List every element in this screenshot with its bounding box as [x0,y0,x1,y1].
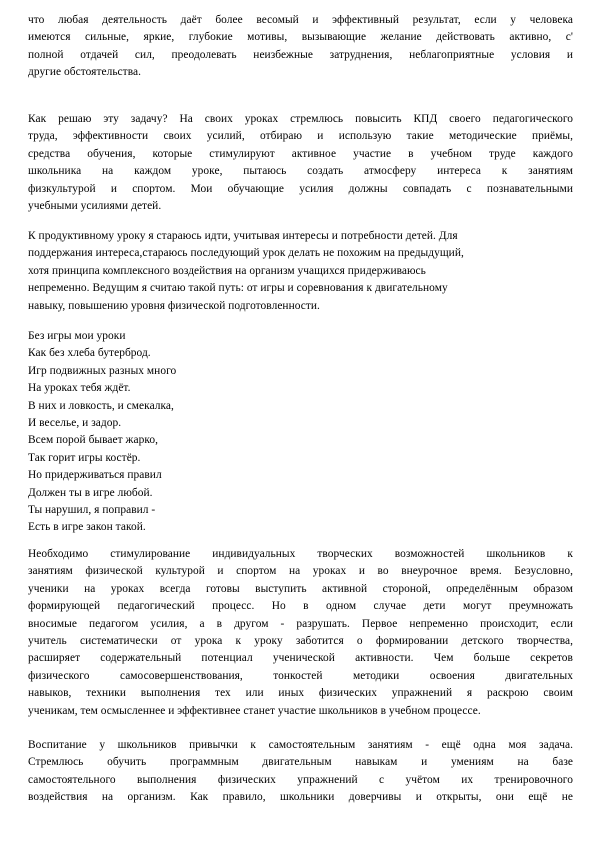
text-line: физического самосовершенствования, тонкостей методики освоения двигательных [28,669,573,682]
text-line: что любая деятельность даёт более весомый и эффективный результат, если у человека [28,14,573,26]
paragraph-productive-lesson [28,228,573,315]
poem-line: Всем порой бывает жарко, [28,434,158,447]
text-line: ученики на уроках всегда готовы выступить активной стороной, определённым образом [28,582,573,595]
poem-line: И веселье, и задор. [28,417,122,430]
text-line: ученикам, тем осмысленнее и эффективнее станет участие школьников в учебном процессе. [28,704,481,717]
text-line: имеются сильные, яркие, глубокие мотивы, вызывающие желание действовать активно, с' [28,31,573,44]
poem-line: В них и ловкость, и смекалка, [28,399,174,412]
text-line: поддержания интереса,стараюсь последующий урок делать не похожим на предыдущий, [28,247,464,260]
text-line: учитель систематически от урока к уроку заботится о формировании детского творчества, [28,635,573,648]
text-line: самостоятельного выполнения физических упражнений с учётом их тренировочного [28,773,573,786]
poem-line: Как без хлеба бутерброд. [28,347,151,360]
text-line: физкультурой и спортом. Мои обучающие усилия должны совпадать с познавательными [28,182,573,195]
paragraph-creativity [28,546,573,720]
text-line: средства обучения, которые стимулируют активное участие в учебном труде каждого [28,147,573,160]
text-line: Стремлюсь обучить программным двигательным навыкам и умениям на базе [28,756,573,769]
poem-line: Игр подвижных разных много [28,364,177,377]
text-line: Необходимо стимулирование индивидуальных творческих возможностей школьников к [28,548,573,560]
text-line: полной отдачей сил, преодолевать неизбежные затруднения, неблагоприятные условия и [28,48,573,61]
text-line: навыку, повышению уровня физической подготовленности. [28,299,320,312]
paragraph-task [28,111,573,215]
paragraph-motives [28,12,573,82]
poem-line: Но придерживаться правил [28,469,162,482]
text-line: воздействия на организм. Как правило, школьники доверчивы и открыты, они ещё не [28,791,573,804]
poem-line: Без игры мои уроки [28,330,126,342]
text-line: Воспитание у школьников привычки к самостоятельным занятиям - ещё одна моя задача. [28,739,573,751]
text-line: К продуктивному уроку я стараюсь идти, учитывая интересы и потребности детей. Для [28,230,458,242]
poem [28,328,573,537]
text-line: формирующей педагогический процесс. Но в одном случае дети могут преумножать [28,600,573,613]
text-line: труда, эффективности своих усилий, отбираю и использую такие методические приёмы, [28,130,573,143]
poem-line: На уроках тебя ждёт. [28,382,131,395]
poem-line: Должен ты в игре любой. [28,486,153,499]
text-line: учебными усилиями детей. [28,200,162,213]
paragraph-independent-practice [28,737,573,807]
text-line: школьника на каждом уроке, пытаюсь создать атмосферу интереса к занятиям [28,165,573,178]
text-line: вносимые педагогом усилия, а в другом - разрушать. Первое непременно происходит, если [28,617,573,630]
text-line: другие обстоятельства. [28,66,141,79]
text-line: хотя принципа комплексного воздействия на организм учащихся придерживаюсь [28,264,426,277]
text-line: занятиям физической культурой и спортом на уроках и во внеурочное время. Безусловно, [28,565,573,578]
poem-line: Ты нарушил, я поправил - [28,504,156,517]
text-line: Как решаю эту задачу? На своих уроках стремлюсь повысить КПД своего педагогического [28,113,573,125]
text-line: навыков, техники выполнения тех или иных физических упражнений я раскрою своим [28,687,573,700]
text-line: непременно. Ведущим я считаю такой путь: от игры и соревнования к двигательному [28,282,448,295]
text-line: расширяет содержательный потенциал ученической активности. Чем больше секретов [28,652,573,665]
poem-line: Так горит игры костёр. [28,451,141,464]
poem-line: Есть в игре закон такой. [28,521,146,534]
